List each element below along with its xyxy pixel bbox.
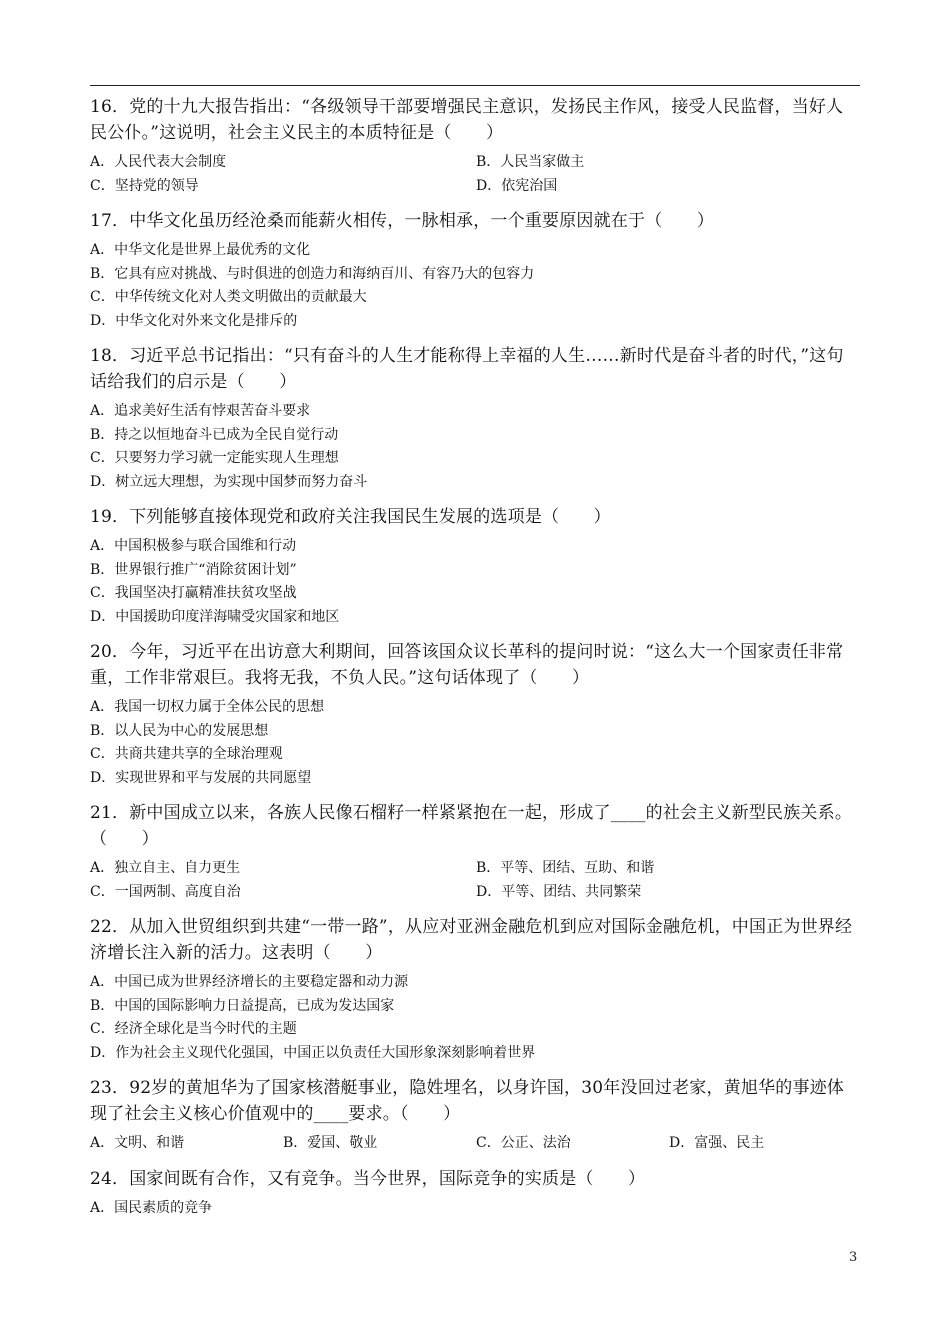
option-a: A．国民素质的竞争 xyxy=(90,1199,213,1216)
option-d: D．富强、民主 xyxy=(669,1135,765,1151)
options xyxy=(90,151,860,198)
question-18 xyxy=(90,341,860,494)
question-list xyxy=(90,92,860,1228)
option-b: B．以人民为中心的发展思想 xyxy=(90,722,269,739)
question-stem: 19．下列能够直接体现党和政府关注我国民生发展的选项是（ ） xyxy=(90,507,611,527)
option-d: D．依宪治国 xyxy=(476,177,558,194)
option-a: A．独立自主、自力更生 xyxy=(90,860,241,876)
option-c: C．我国坚决打赢精准扶贫攻坚战 xyxy=(90,585,297,601)
option-d: D．平等、团结、共同繁荣 xyxy=(476,883,642,900)
options xyxy=(90,239,860,333)
option-d: D．树立远大理想，为实现中国梦而努力奋斗 xyxy=(90,473,368,490)
question-20 xyxy=(90,637,860,790)
option-c: C．只要努力学习就一定能实现人生理想 xyxy=(90,450,339,466)
options xyxy=(90,400,860,494)
question-stem: 18．习近平总书记指出：“只有奋斗的人生才能称得上幸福的人生……新时代是奋斗者的时代，”这句话给我们的启示是（ ） xyxy=(90,346,844,392)
option-a: A．我国一切权力属于全体公民的思想 xyxy=(90,699,325,715)
question-stem: 17．中华文化虽历经沧桑而能薪火相传，一脉相承，一个重要原因就在于（ ） xyxy=(90,211,715,231)
options xyxy=(90,696,860,790)
option-c: C．中华传统文化对人类文明做出的贡献最大 xyxy=(90,289,367,305)
header-rule xyxy=(90,85,860,86)
option-a: A．文明、和谐 xyxy=(90,1135,185,1151)
question-23 xyxy=(90,1073,860,1156)
option-d: D．中华文化对外来文化是排斥的 xyxy=(90,312,298,329)
question-24 xyxy=(90,1164,860,1221)
option-c: C．经济全球化是当今时代的主题 xyxy=(90,1021,297,1037)
question-stem: 23．92岁的黄旭华为了国家核潜艇事业，隐姓埋名，以身许国，30年没回过老家，黄旭华的事迹体现了社会主义核心价值观中的____要求。（ ） xyxy=(90,1078,845,1124)
option-d: D．实现世界和平与发展的共同愿望 xyxy=(90,769,312,786)
question-21 xyxy=(90,798,860,904)
option-b: B．它具有应对挑战、与时俱进的创造力和海纳百川、有容乃大的包容力 xyxy=(90,265,535,282)
option-d: D．作为社会主义现代化强国，中国正以负责任大国形象深刻影响着世界 xyxy=(90,1044,536,1061)
option-d: D．中国援助印度洋海啸受灾国家和地区 xyxy=(90,608,340,625)
option-a: A．中国积极参与联合国维和行动 xyxy=(90,538,297,554)
option-b: B．中国的国际影响力日益提高，已成为发达国家 xyxy=(90,997,395,1014)
question-stem: 21．新中国成立以来，各族人民像石榴籽一样紧紧抱在一起，形成了____的社会主义新型民族关系。（ ） xyxy=(90,803,853,849)
option-b: B．平等、团结、互助、和谐 xyxy=(476,860,655,876)
option-a: A．追求美好生活有悖艰苦奋斗要求 xyxy=(90,403,311,419)
question-19 xyxy=(90,502,860,629)
option-b: B．世界银行推广“消除贫困计划” xyxy=(90,561,297,578)
question-stem: 20．今年，习近平在出访意大利期间，回答该国众议长革科的提问时说：“这么大一个国家责任非常重，工作非常艰巨。我将无我，不负人民。”这句话体现了（ ） xyxy=(90,642,844,688)
options xyxy=(90,1197,860,1221)
option-b: B．爱国、敬业 xyxy=(283,1135,378,1151)
page-number: 3 xyxy=(849,1250,858,1265)
options xyxy=(90,1132,860,1156)
option-a: A．中国已成为世界经济增长的主要稳定器和动力源 xyxy=(90,974,409,990)
question-17 xyxy=(90,206,860,333)
question-stem: 22．从加入世贸组织到共建“一带一路”，从应对亚洲金融危机到应对国际金融危机，中国正为世界经济增长注入新的活力。这表明（ ） xyxy=(90,917,853,963)
option-a: A．人民代表大会制度 xyxy=(90,154,227,170)
option-c: C．共商共建共享的全球治理观 xyxy=(90,746,283,762)
options xyxy=(90,971,860,1065)
question-16 xyxy=(90,92,860,198)
option-c: C．公正、法治 xyxy=(476,1135,571,1151)
option-b: B．人民当家做主 xyxy=(476,154,585,170)
option-c: C．一国两制、高度自治 xyxy=(90,883,241,900)
option-c: C．坚持党的领导 xyxy=(90,177,199,194)
question-22 xyxy=(90,912,860,1065)
question-stem: 24．国家间既有合作，又有竞争。当今世界，国际竞争的实质是（ ） xyxy=(90,1168,646,1189)
options xyxy=(90,857,860,904)
option-b: B．持之以恒地奋斗已成为全民自觉行动 xyxy=(90,426,339,443)
question-stem: 16．党的十九大报告指出：“各级领导干部要增强民主意识，发扬民主作风，接受人民监督，当好人民公仆。”这说明，社会主义民主的本质特征是（ ） xyxy=(90,97,844,143)
option-a: A．中华文化是世界上最优秀的文化 xyxy=(90,242,311,258)
options xyxy=(90,535,860,629)
